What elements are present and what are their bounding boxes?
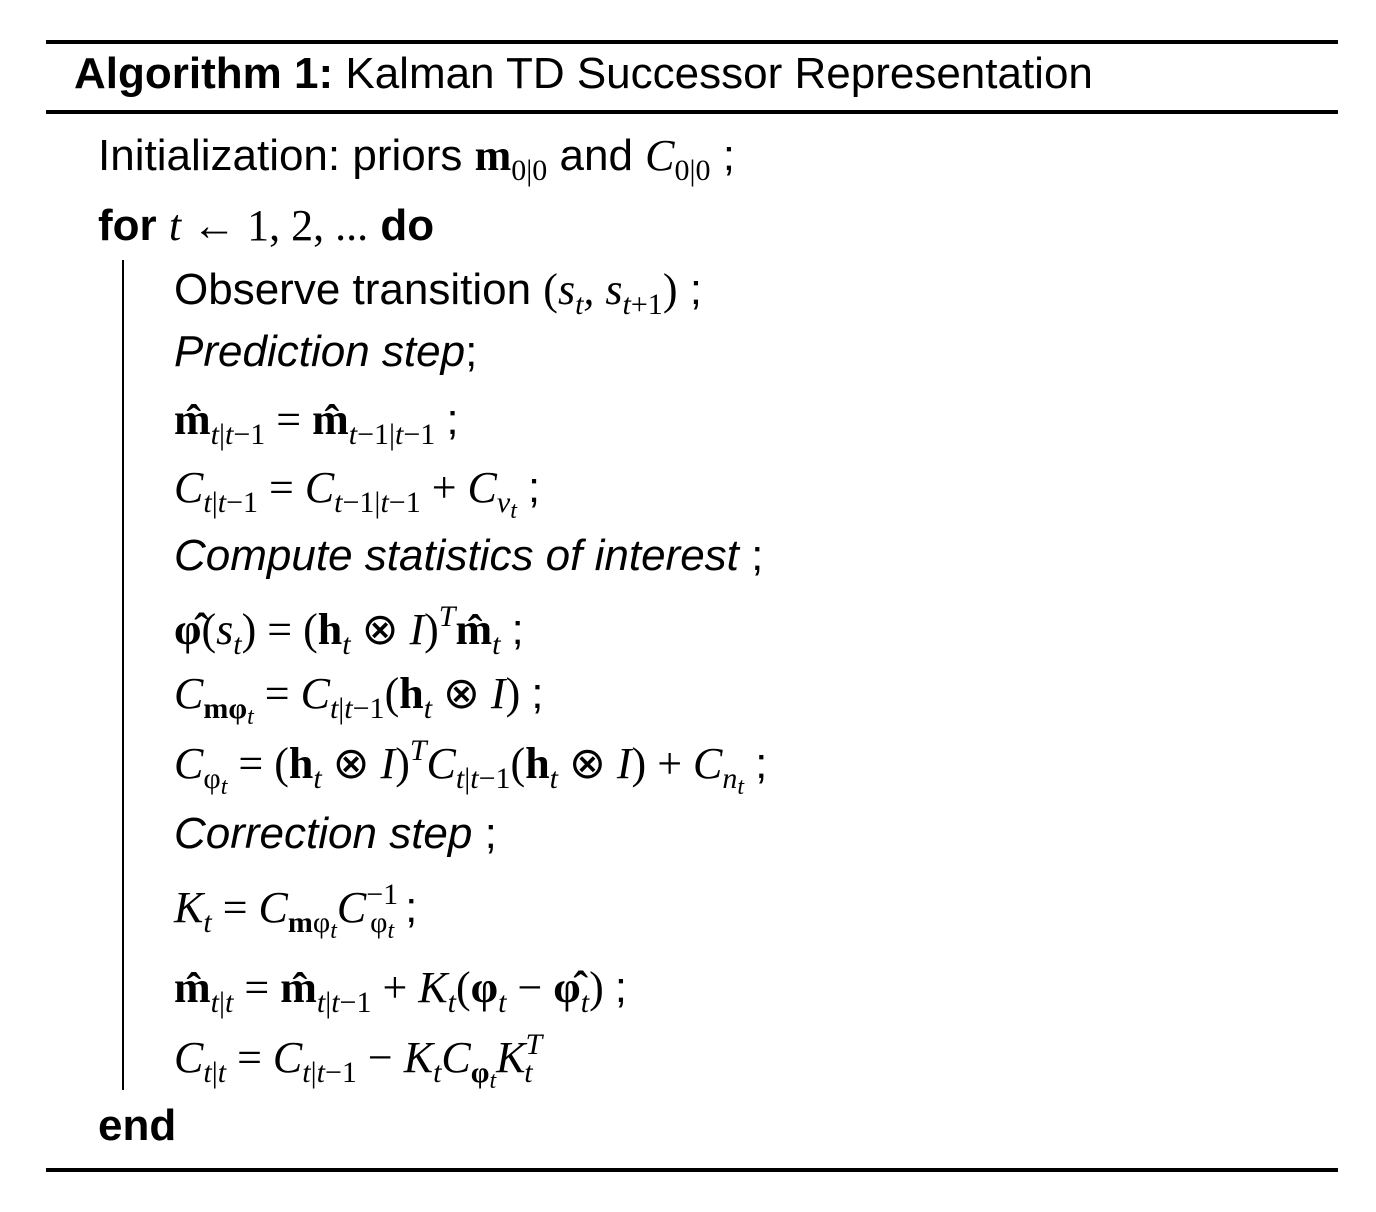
line-observe [174, 262, 702, 321]
init-sep: ; [722, 131, 736, 180]
line-phi-cov: $C_{\varphi_t} = (h_t$ ⊗ $I)^TC_{t|t-1}(h_t$ ⊗ $I) + C_{n_t}$ ; [174, 734, 768, 800]
line-kalman-gain: $K_t = C_{m\varphi_t}C^{-1}_{\varphi_t}$ ; [174, 878, 418, 944]
bottom-rule [46, 1168, 1338, 1172]
line-cov-update: $C_{t|t} = C_{t|t-1} - K_tC_{\varphi_t}K^T_t$ [174, 1028, 543, 1094]
top-rule [46, 40, 1338, 44]
init-and-text: and [559, 131, 633, 180]
line-compute-stats [174, 528, 763, 584]
for-range: t ← 1, 2, ... [168, 201, 369, 250]
header-rule [46, 110, 1338, 114]
algorithm-name: Kalman TD Successor Representation [345, 49, 1093, 98]
init-prior-mean: $m_{0|0}$ [474, 131, 548, 187]
line-for-loop [98, 198, 434, 254]
kalman-gain-sep: ; [405, 883, 418, 932]
end-keyword: end [98, 1101, 177, 1150]
loop-body-bar [122, 260, 124, 1090]
compute-label: Compute statistics of interest [174, 531, 739, 580]
for-keyword: for [98, 201, 157, 250]
line-prediction-step [174, 324, 477, 380]
phi-hat-sep: ; [511, 605, 524, 654]
observe-transition-expr: ($s_t$, $s_{t+1}$) [543, 265, 678, 321]
line-cov-prediction: $C_{t|t-1} = C_{t-1|t-1} + C_{v_t}$ ; [174, 463, 541, 524]
line-initialization [98, 128, 736, 187]
mean-update-sep: ; [614, 963, 627, 1012]
observe-text: Observe transition [174, 265, 532, 314]
init-text: Initialization: priors [98, 131, 463, 180]
line-cross-cov: $C_{m\varphi_t} = C_{t|t-1}(h_t$ ⊗ I) ; [174, 669, 544, 730]
observe-sep: ; [689, 265, 702, 314]
correction-sep: ; [484, 809, 497, 858]
prediction-sep: ; [465, 327, 478, 376]
phi-cov-sep: ; [755, 739, 768, 788]
line-mean-update: $m̂_{t|t}$ = $m̂_{t|t-1} + K_t(\varphi_t$ − $\varphî_t$) ; [174, 963, 627, 1019]
line-mean-prediction: $m̂_{t|t-1}$ = $m̂_{t-1|t-1}$ ; [174, 395, 459, 451]
algorithm-title [74, 46, 1093, 102]
init-prior-cov: $C_{0|0}$ [645, 131, 711, 187]
do-keyword: do [380, 201, 435, 250]
mean-prediction-sep: ; [446, 395, 459, 444]
compute-sep: ; [751, 531, 764, 580]
cross-cov-sep: ; [531, 669, 544, 718]
algorithm-label: Algorithm 1: [74, 49, 334, 98]
line-correction-step [174, 806, 497, 862]
cov-prediction-sep: ; [527, 463, 541, 512]
line-phi-hat: $\varphî(s_t) = (h_t$ ⊗ $I)^Tm̂_t$ ; [174, 600, 524, 661]
prediction-label: Prediction step [174, 327, 466, 376]
correction-label: Correction step [174, 809, 473, 858]
